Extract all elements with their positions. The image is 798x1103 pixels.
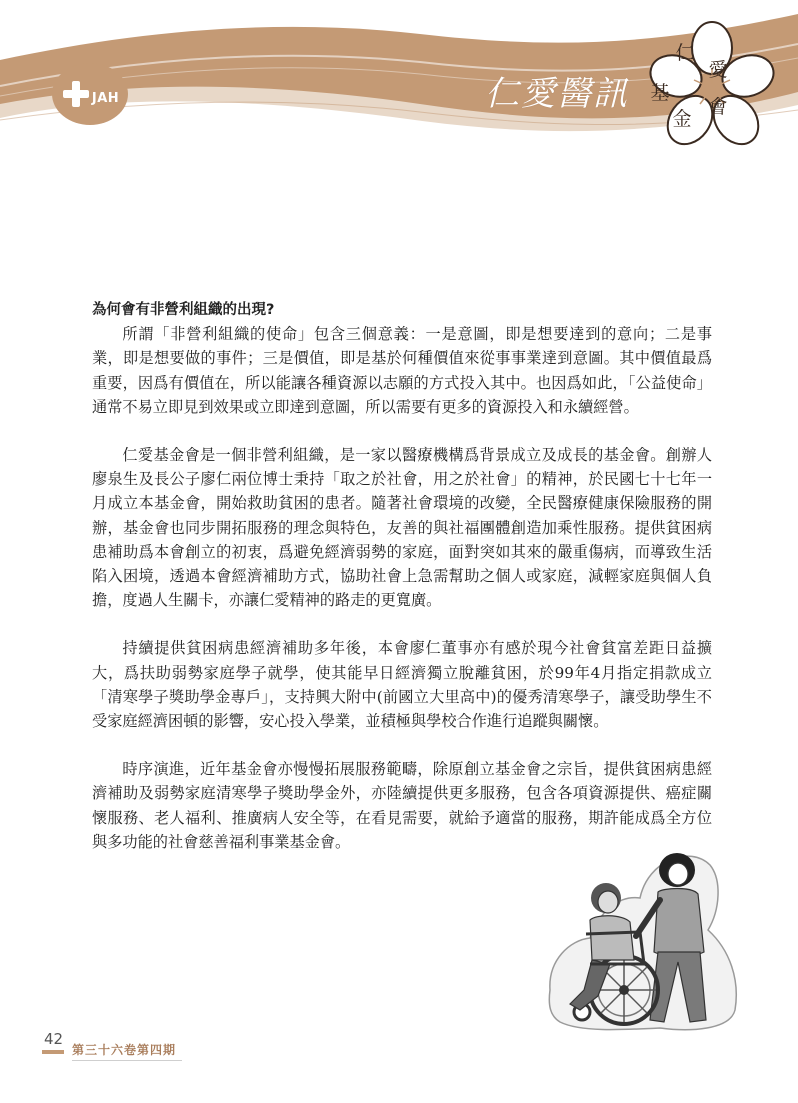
flower-char-ji: 基: [650, 82, 670, 104]
article-paragraph: 時序演進，近年基金會亦慢慢拓展服務範疇，除原創立基金會之宗旨，提供貧困病患經濟補助及弱勢家庭清寒學子獎助學金外，亦陸續提供更多服務，包含各項資源提供、癌症關懷服務、老人福利、推廣病人安全等，在看見需要，就給予適當的服務，期許能成爲全方位與多功能的社會慈善福利事業基金會。: [92, 760, 712, 851]
jah-logo: [52, 63, 128, 125]
logo-text: JAH: [91, 90, 120, 106]
article-paragraph: 仁愛基金會是一個非營利組織，是一家以醫療機構爲背景成立及成長的基金會。創辦人廖泉生及長公子廖仁兩位博士秉持「取之於社會，用之於社會」的精神，於民國七十七年一月成立本基金會，開始救助貧困的患者。隨著社會環境的改變，全民醫療健康保險服務的開辦，基金會也同步開拓服務的理念與特色，友善的與社福團體創造加乘性服務。提供貧困病患補助爲本會創立的初衷，爲避免經濟弱勢的家庭，面對突如其來的嚴重傷病，而導致生活陷入困境，透過本會經濟補助方式，協助社會上急需幫助之個人或家庭，減輕家庭與個人負擔，度過人生關卡，亦讓仁愛精神的路走的更寬廣。: [92, 446, 712, 610]
wheelchair-caregiver-icon: [540, 840, 745, 1035]
page-header: [0, 0, 798, 160]
page-number: 42: [44, 1030, 64, 1048]
medical-cross-icon: [61, 79, 91, 109]
article-body: [92, 298, 712, 878]
flower-char-hui: 會: [708, 96, 728, 118]
flower-char-ren: 仁: [675, 42, 695, 64]
flower-char-jin: 金: [672, 108, 692, 130]
brand-title: 仁愛醫訊: [485, 74, 629, 114]
article-paragraph: 所謂「非營利組織的使命」包含三個意義：一是意圖，即是想要達到的意向；二是事業，即是想要做的事件；三是價值，即是基於何種價值來從事事業達到意圖。其中價值最爲重要，因爲有價值在，所以能讓各種資源以志願的方式投入其中。也因爲如此，「公益使命」通常不易立即見到效果或立即達到意圖，所以需要有更多的資源投入和永續經營。: [92, 325, 712, 416]
article-paragraph: 持續提供貧困病患經濟補助多年後，本會廖仁董事亦有感於現今社會貧富差距日益擴大，爲扶助弱勢家庭學子就學，使其能早日經濟獨立脫離貧困，於99年4月指定捐款成立「清寒學子獎助學金專戶」，支持興大附中(前國立大里高中)的優秀清寒學子，讓受助學生不受家庭經濟困頓的影響，安心投入學業，並積極與學校合作進行追蹤與關懷。: [92, 639, 712, 731]
issue-label: 第三十六卷第四期: [72, 1043, 177, 1057]
article-heading: 為何會有非營利組織的出現?: [92, 302, 275, 318]
flower-char-ai: 愛: [708, 59, 728, 81]
footer-accent-bar: [42, 1050, 64, 1054]
footer-divider: [72, 1060, 182, 1061]
